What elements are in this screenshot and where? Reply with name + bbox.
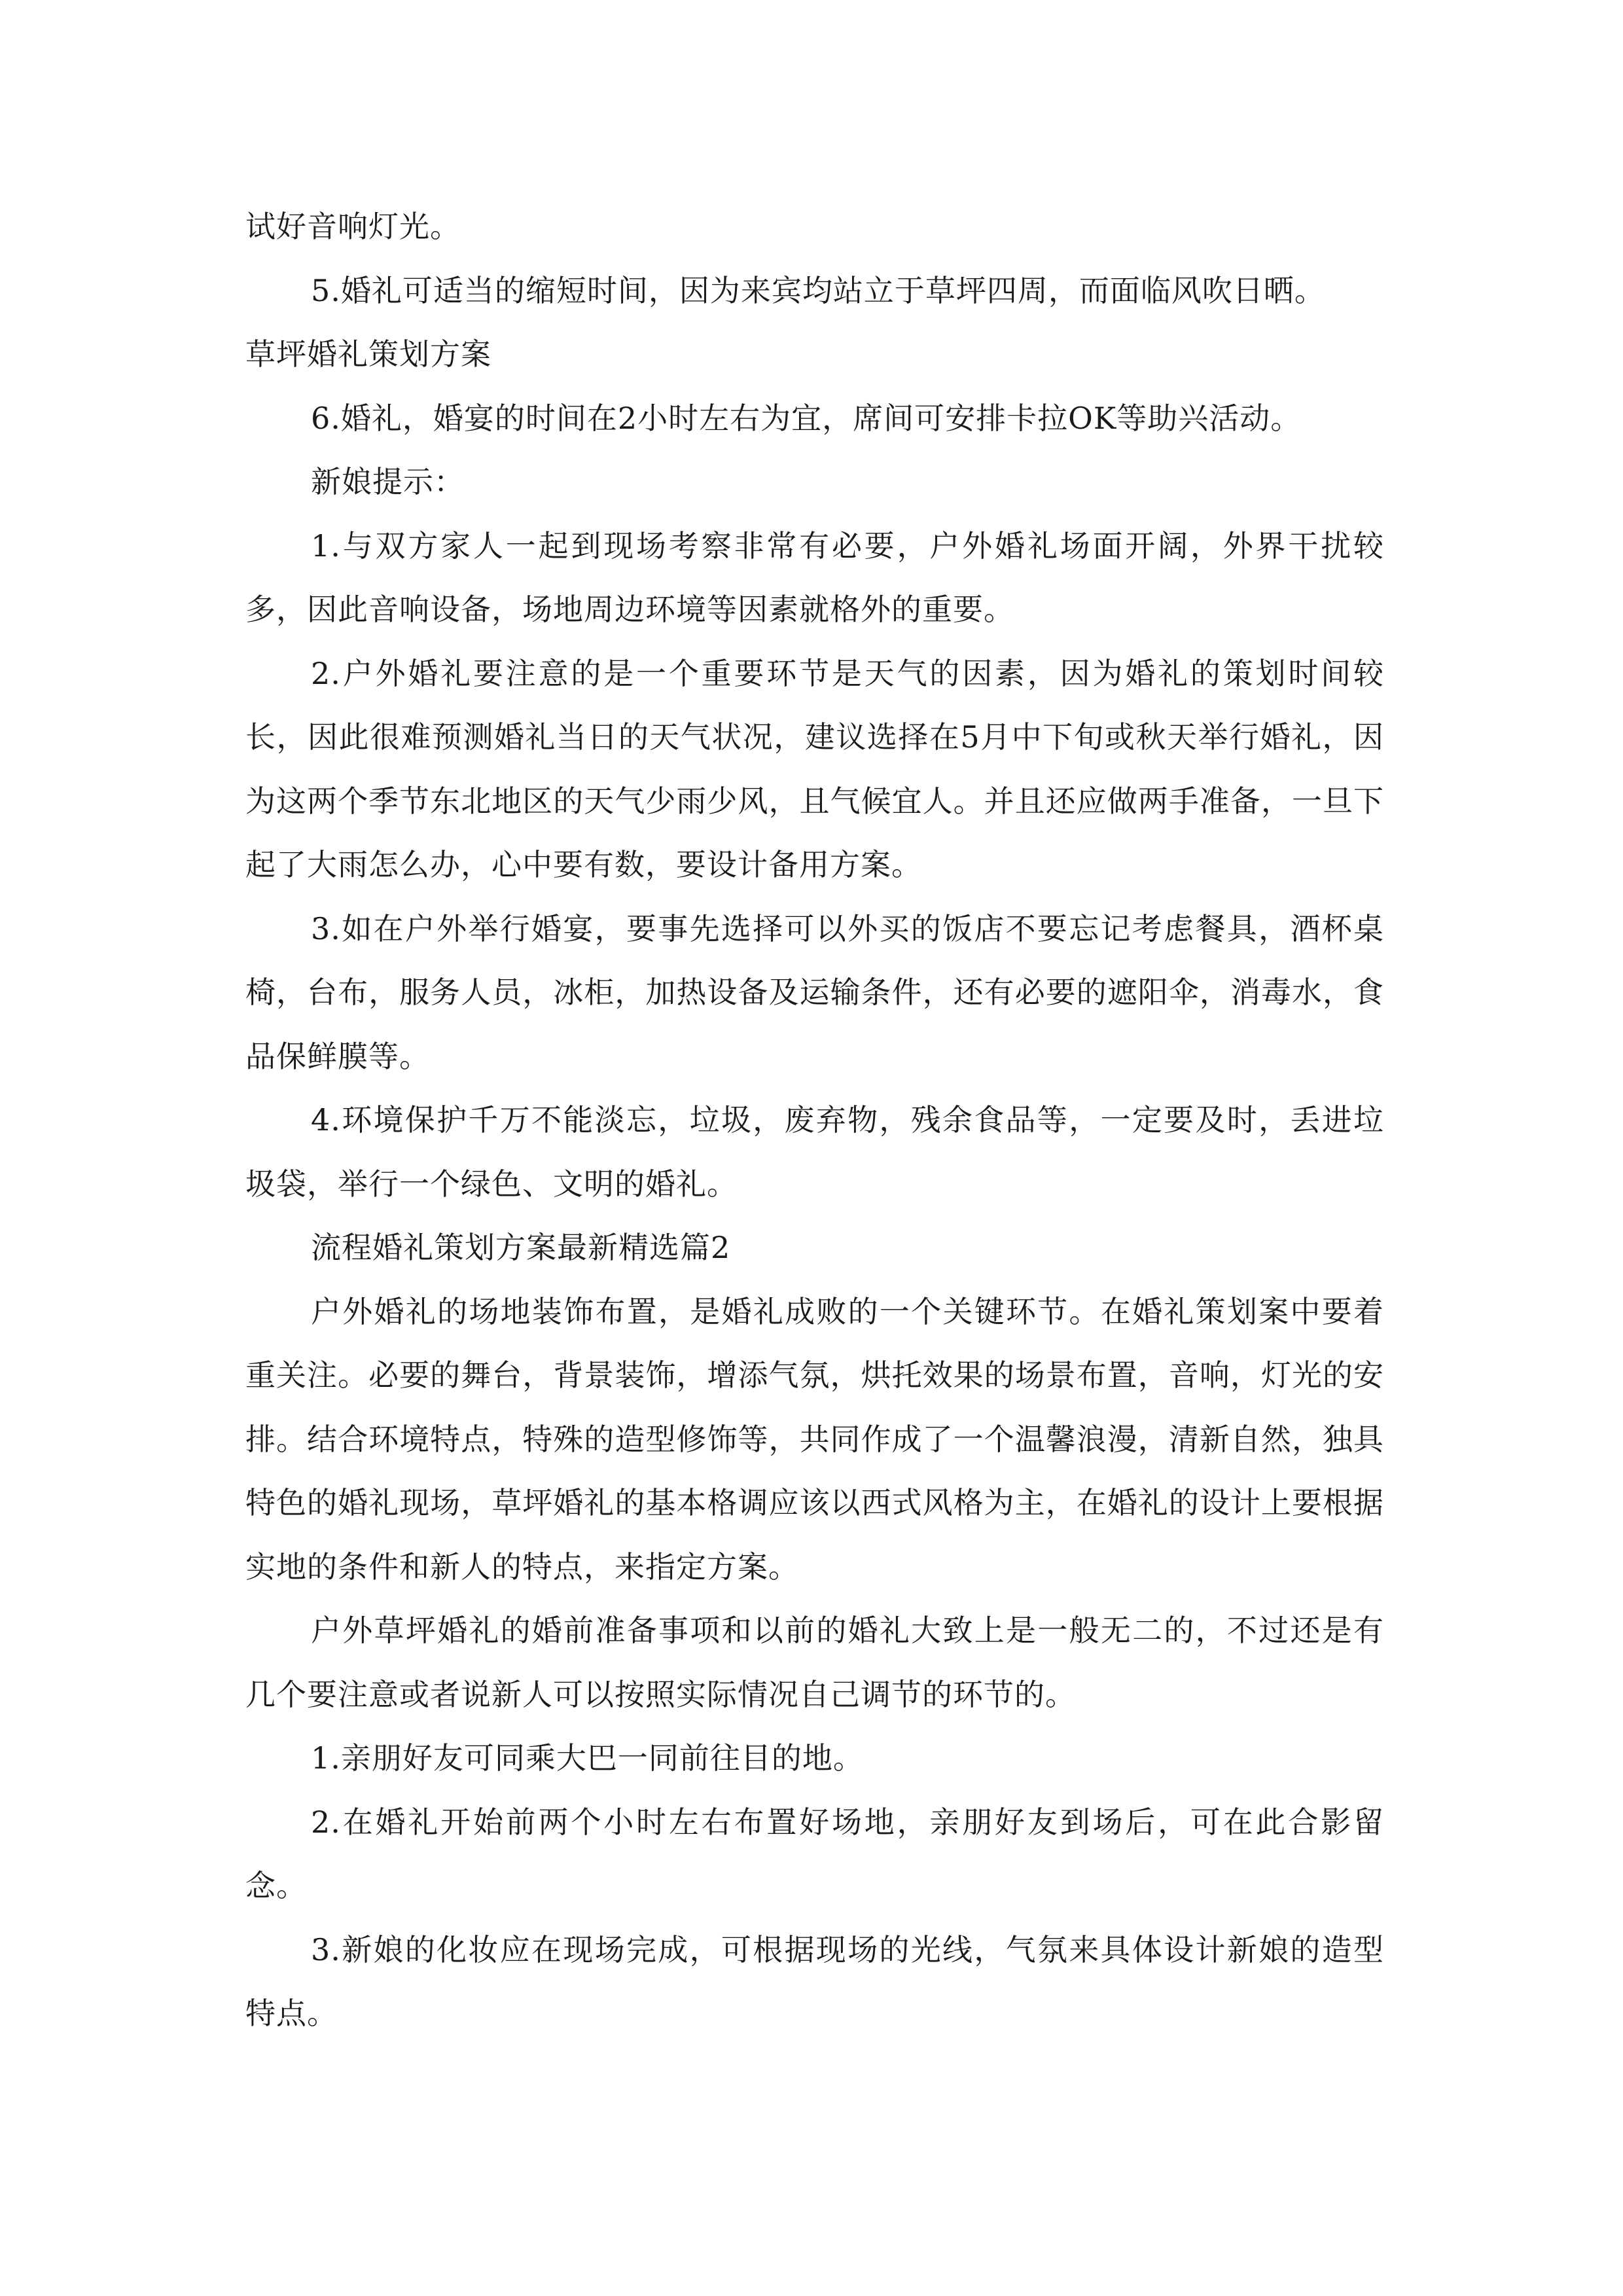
paragraph-decoration: 户外婚礼的场地装饰布置，是婚礼成败的一个关键环节。在婚礼策划案中要着重关注。必要的舞台，背景装饰，增添气氛，烘托效果的场景布置，音响，灯光的安排。结合环境特点，特殊的造型修饰等，共同作成了一个温馨浪漫，清新自然，独具特色的婚礼现场，草坪婚礼的基本格调应该以西式风格为主，在婚礼的设计上要根据实地的条件和新人的特点，来指定方案。 [245, 1293, 1384, 1585]
paragraph-tip-3: 3.如在户外举行婚宴，要事先选择可以外买的饭店不要忘记考虑餐具，酒杯桌椅，台布，服务人员，冰柜，加热设备及运输条件，还有必要的遮阳伞，消毒水，食品保鲜膜等。 [245, 910, 1384, 1074]
paragraph-subtitle: 草坪婚礼策划方案 [245, 336, 491, 372]
document-body [245, 195, 1384, 2046]
paragraph-preparation: 户外草坪婚礼的婚前准备事项和以前的婚礼大致上是一般无二的，不过还是有几个要注意或者说新人可以按照实际情况自己调节的环节的。 [245, 1613, 1384, 1712]
paragraph-tip-1: 1.与双方家人一起到现场考察非常有必要，户外婚礼场面开阔，外界干扰较多，因此音响设备，场地周边环境等因素就格外的重要。 [245, 528, 1384, 627]
paragraph-continuation: 试好音响灯光。 [245, 209, 461, 244]
paragraph-item-5: 5.婚礼可适当的缩短时间，因为来宾均站立于草坪四周，而面临风吹日晒。 [311, 272, 1325, 308]
paragraph-tip-2: 2.户外婚礼要注意的是一个重要环节是天气的因素，因为婚礼的策划时间较长，因此很难预测婚礼当日的天气状况，建议选择在5月中下旬或秋天举行婚礼，因为这两个季节东北地区的天气少雨少风，且气候宜人。并且还应做两手准备，一旦下起了大雨怎么办，心中要有数，要设计备用方案。 [245, 655, 1384, 882]
paragraph-item-6: 6.婚礼，婚宴的时间在2小时左右为宜，席间可安排卡拉OK等助兴活动。 [311, 400, 1302, 436]
paragraph-step-1: 1.亲朋好友可同乘大巴一同前往目的地。 [311, 1740, 864, 1776]
paragraph-step-3: 3.新娘的化妆应在现场完成，可根据现场的光线，气氛来具体设计新娘的造型特点。 [245, 1931, 1384, 2031]
section-heading: 流程婚礼策划方案最新精选篇2 [311, 1230, 731, 1265]
paragraph-step-2: 2.在婚礼开始前两个小时左右布置好场地，亲朋好友到场后，可在此合影留念。 [245, 1804, 1384, 1903]
paragraph-tip-4: 4.环境保护千万不能淡忘，垃圾，废弃物，残余食品等，一定要及时，丢进垃圾袋，举行一个绿色、文明的婚礼。 [245, 1102, 1384, 1202]
paragraph-bride-tips-heading: 新娘提示： [311, 464, 465, 499]
